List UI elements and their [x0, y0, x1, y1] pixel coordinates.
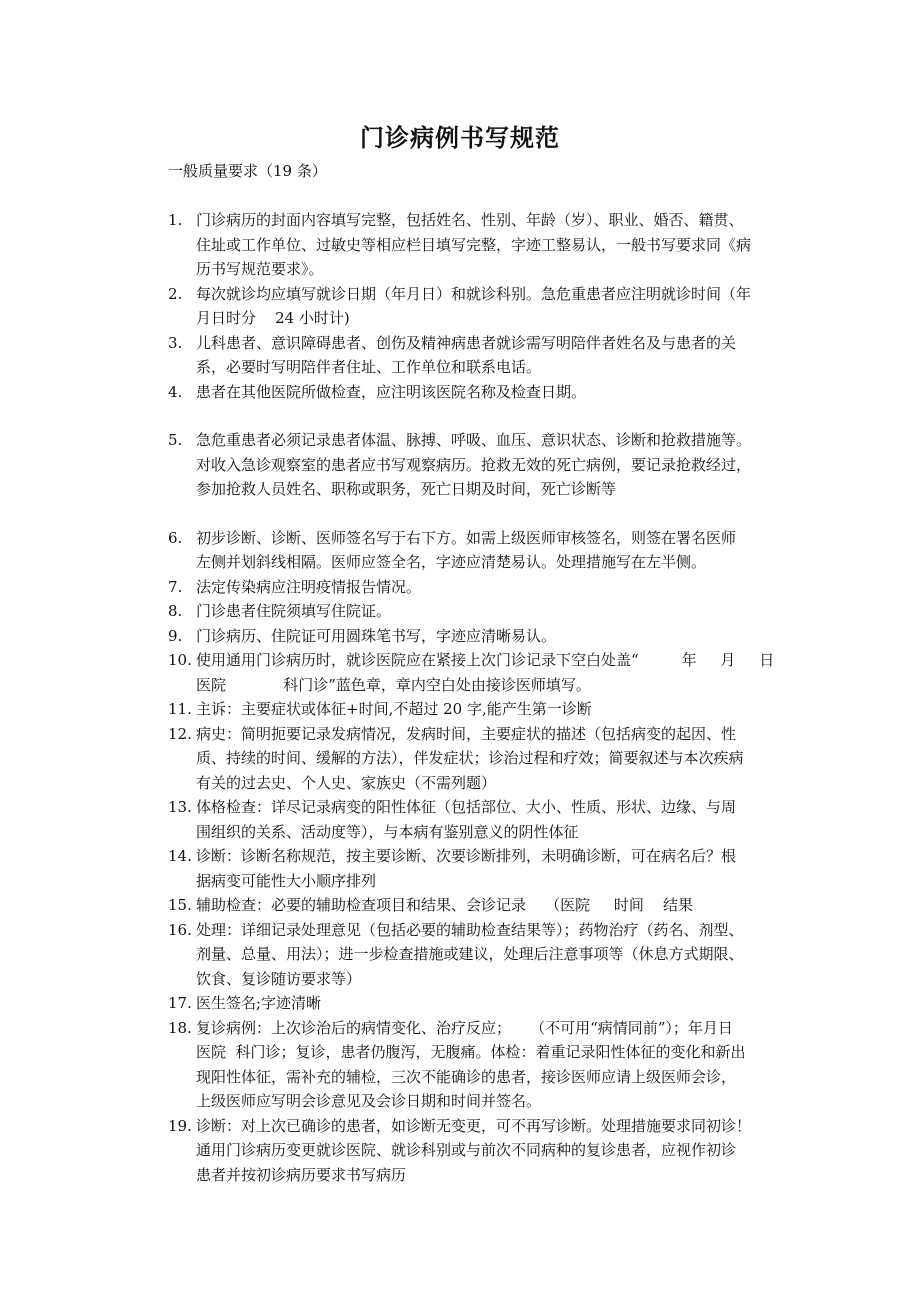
list-item	[168, 624, 793, 649]
list-item	[168, 526, 793, 575]
list-item-line: 诊断：诊断名称规范，按主要诊断、次要诊断排列，未明确诊断，可在病名后？根	[196, 847, 737, 865]
list-item	[168, 428, 793, 502]
list-item	[168, 918, 793, 992]
list-item-line: 辅助检查：必要的辅助检查项目和结果、会诊记录 （医院 时间 结果	[196, 896, 693, 914]
list-item-text	[196, 526, 793, 575]
list-item-text	[196, 722, 793, 796]
list-item-text	[196, 208, 793, 282]
list-item-number: 15.	[168, 896, 192, 914]
list-item	[168, 599, 793, 624]
list-item-line: 对收入急诊观察室的患者应书写观察病历。抢救无效的死亡病例，要记录抢救经过，	[196, 455, 752, 474]
list-item-line: 医生签名;字迹清晰	[196, 994, 322, 1012]
list-item	[168, 648, 793, 697]
list-item-number: 4.	[168, 382, 183, 401]
list-item-line: 患者并按初诊病历要求书写病历	[196, 1165, 407, 1184]
list-item-number: 13.	[168, 798, 192, 816]
list-item-line: 每次就诊均应填写就诊日期（年月日）和就诊科别。急危重患者应注明就诊时间（年	[196, 284, 752, 303]
list-item-line: 通用门诊病历变更就诊医院、就诊科别或与前次不同病种的复诊患者，应视作初诊	[196, 1141, 737, 1159]
requirements-list	[168, 208, 793, 1187]
list-item-number: 19.	[168, 1116, 192, 1135]
list-item	[168, 722, 793, 796]
list-item-text	[196, 844, 793, 893]
list-item-number: 18.	[168, 1018, 192, 1037]
list-item-line: 左侧并划斜线相隔。医师应签全名，字迹应清楚易认。处理措施写在左半侧。	[196, 553, 707, 571]
list-item-line: 现阳性体征，需补充的辅检，三次不能确诊的患者，接诊医师应请上级医师会诊，	[196, 1067, 737, 1086]
list-item-number: 10.	[168, 651, 192, 669]
list-item-line: 参加抢救人员姓名、职称或职务，死亡日期及时间，死亡诊断等	[196, 480, 617, 498]
list-item	[168, 991, 793, 1016]
list-item-line: 有关的过去史、个人史、家族史（不需列题）	[196, 773, 497, 792]
list-item-number: 2.	[168, 284, 183, 303]
document-subtitle: 一般质量要求（19 条）	[168, 162, 327, 180]
list-item	[168, 208, 793, 282]
list-item-text	[196, 331, 793, 380]
list-item-number: 16.	[168, 920, 192, 939]
list-item-line: 患者在其他医院所做检查，应注明该医院名称及检查日期。	[196, 382, 587, 401]
list-item-line: 质、持续的时间、缓解的方法），伴发症状；诊治过程和疗效；简要叙述与本次疾病	[196, 749, 744, 767]
list-item-number: 17.	[168, 994, 192, 1012]
list-item-line: 医院 科门诊；复诊，患者仍腹泻，无腹痛。体检：着重记录阳性体征的变化和新出	[196, 1043, 746, 1061]
list-item-number: 7.	[168, 577, 183, 596]
list-item-text	[196, 893, 793, 918]
list-item-number: 1.	[168, 211, 183, 229]
list-item-text	[196, 697, 793, 722]
list-item-line: 饮食、复诊随访要求等）	[196, 969, 362, 988]
list-item-text	[196, 428, 793, 502]
list-item-line: 主诉：主要症状或体征+时间,不超过 20 字,能产生第一诊断	[196, 700, 592, 718]
document-title: 门诊病例书写规范	[360, 123, 560, 152]
list-item-text	[196, 648, 793, 697]
list-item-text	[196, 282, 793, 331]
list-item-line: 住址或工作单位、过敏史等相应栏目填写完整，字迹工整易认，一般书写要求同《病	[196, 235, 752, 254]
list-item	[168, 844, 793, 893]
list-item-line: 急危重患者必须记录患者体温、脉搏、呼吸、血压、意识状态、诊断和抢救措施等。	[196, 431, 752, 449]
list-item-line: 法定传染病应注明疫情报告情况。	[196, 577, 422, 596]
list-item-line: 门诊病历、住院证可用圆珠笔书写，字迹应清晰易认。	[196, 626, 557, 645]
list-item-line: 病史：简明扼要记录发病情况，发病时间，主要症状的描述（包括病变的起因、性	[196, 724, 737, 743]
list-item-line: 月日时分 24 小时计)	[196, 309, 350, 327]
list-item-text	[196, 795, 793, 844]
list-item-line: 复诊病例：上次诊治后的病情变化、治疗反应； （不可用“病情同前”）；年月日	[196, 1018, 733, 1037]
list-item-line: 初步诊断、诊断、医师签名写于右下方。如需上级医师审核签名，则签在署名医师	[196, 528, 737, 547]
list-item-number: 6.	[168, 528, 183, 547]
list-item-number: 5.	[168, 431, 183, 449]
list-item-number: 9.	[168, 626, 183, 645]
list-item-line: 门诊患者住院须填写住院证。	[196, 602, 392, 620]
list-item	[168, 795, 793, 844]
list-item-line: 历书写规范要求》。	[196, 260, 324, 278]
list-item	[168, 380, 793, 405]
list-item-text	[196, 1114, 793, 1188]
list-item-line: 诊断：对上次已确诊的患者，如诊断无变更，可不再写诊断。处理措施要求同初诊！	[196, 1116, 752, 1135]
list-item-line: 处理：详细记录处理意见（包括必要的辅助检查结果等）；药物治疗（药名、剂型、	[196, 920, 744, 939]
list-item	[168, 282, 793, 331]
list-item-text	[196, 575, 793, 600]
list-item	[168, 893, 793, 918]
list-item-line: 剂量、总量、用法）；进一步检查措施或建议，处理后注意事项等（休息方式期限、	[196, 945, 744, 963]
list-item-line: 据病变可能性大小顺序排列	[196, 871, 377, 890]
list-item-number: 12.	[168, 724, 192, 743]
list-item-text	[196, 1016, 793, 1114]
list-item	[168, 331, 793, 380]
list-item-text	[196, 918, 793, 992]
list-item	[168, 697, 793, 722]
list-item	[168, 1114, 793, 1188]
list-item-text	[196, 599, 793, 624]
list-item-line: 医院 科门诊”蓝色章，章内空白处由接诊医师填写。	[196, 675, 591, 694]
list-item-line: 使用通用门诊病历时，就诊医院应在紧接上次门诊记录下空白处盖“ 年 月 日	[196, 651, 775, 669]
list-item-text	[196, 624, 793, 649]
list-item	[168, 575, 793, 600]
list-item-number: 11.	[168, 700, 192, 718]
list-item-number: 8.	[168, 602, 183, 620]
list-item-line: 体格检查：详尽记录病变的阳性体征（包括部位、大小、性质、形状、边缘、与周	[196, 798, 737, 816]
list-item-line: 围组织的关系、活动度等），与本病有鉴别意义的阴性体征	[196, 822, 579, 841]
list-item-text	[196, 380, 793, 405]
list-item-line: 系，必要时写明陪伴者住址、工作单位和联系电话。	[196, 358, 542, 376]
list-item-number: 3.	[168, 333, 183, 352]
list-item-line: 上级医师应写明会诊意见及会诊日期和时间并签名。	[196, 1092, 542, 1110]
list-item-number: 14.	[168, 847, 192, 865]
list-item	[168, 1016, 793, 1114]
list-item-line: 门诊病历的封面内容填写完整，包括姓名、性别、年龄（岁）、职业、婚否、籍贯、	[196, 211, 744, 229]
list-item-text	[196, 991, 793, 1016]
list-item-line: 儿科患者、意识障碍患者、创伤及精神病患者就诊需写明陪伴者姓名及与患者的关	[196, 333, 737, 352]
